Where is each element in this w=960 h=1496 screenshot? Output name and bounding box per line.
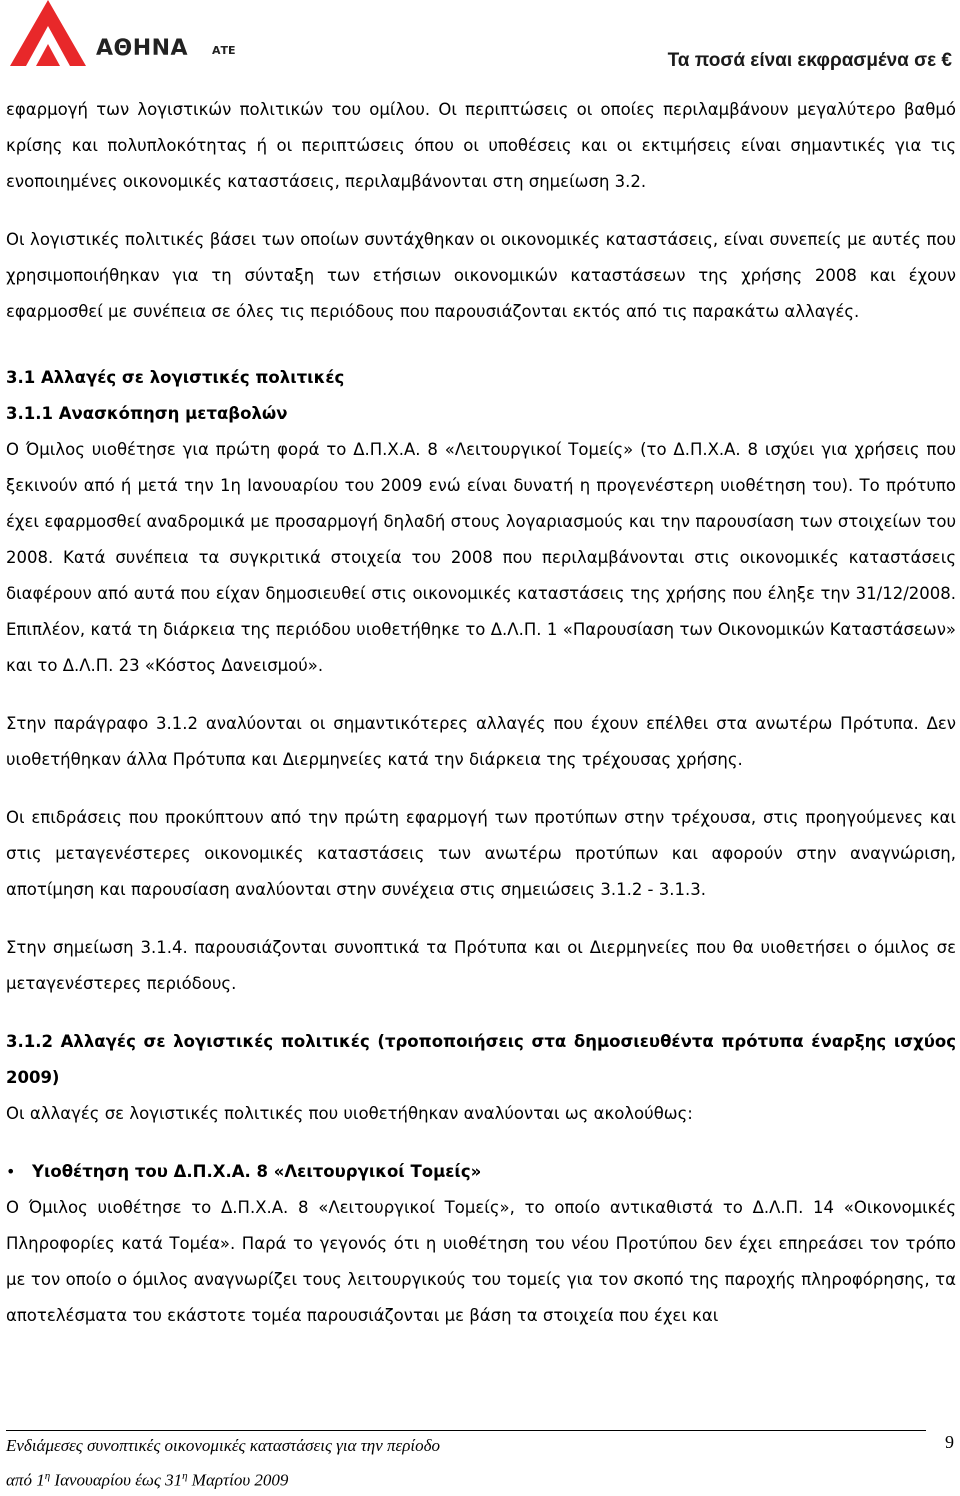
subsection-heading: 3.1.1 Ανασκόπηση μεταβολών (6, 404, 288, 423)
paragraph-intro: εφαρμογή των λογιστικών πολιτικών του ομίλου. Οι περιπτώσεις οι οποίες περιλαμβάνουν μεγαλύτερο βαθμό κρίσης και πολυπλοκότητας ή οι περιπτώσεις όπου οι υποθέσεις και οι εκτιμήσεις είναι σημαντικές για τις ενοποιημένες οικονομικές καταστάσεις, περιλαμβάνονται στη σημείωση 3.2. (6, 100, 956, 191)
paragraph-segments: Ο Όμιλος υιοθέτησε το Δ.Π.Χ.Α. 8 «Λειτουργικοί Τομείς», το οποίο αντικαθιστά το Δ.Λ.Π. 14 «Οικονομικές Πληροφορίες κατά Τομέα». Παρά το γεγονός ότι η υιοθέτηση του νέου Προτύπου δεν έχει επηρεάσει τον τρόπο με τον οποίο ο όμιλος αναγνωρίζει τους λειτουργικούς του τομείς για τον σκοπό της παροχής πληροφόρησης, τα αποτελέσματα του εκάστοτε τομέα παρουσιάζονται με βάση τα στοιχεία που έχει και (6, 1198, 956, 1325)
paragraph-policies: Οι λογιστικές πολιτικές βάσει των οποίων συντάχθηκαν οι οικονομικές καταστάσεις, είναι συνεπείς με αυτές που χρησιμοποιήθηκαν για τη σύνταξη των ετήσιων οικονομικών καταστάσεων της χρήσης 2008 και έχουν εφαρμοσθεί με συνέπεια σε όλες τις περιόδους που παρουσιάζονται εκτός από τις παρακάτω αλλαγές. (6, 230, 956, 321)
page-footer (6, 1430, 956, 1496)
bullet-text: Υιοθέτηση του Δ.Π.Χ.Α. 8 «Λειτουργικοί Τομείς» (32, 1162, 482, 1181)
logo-suffix: ΑΤΕ (212, 44, 236, 57)
page-number: 9 (945, 1432, 954, 1452)
footer-line-1: Ενδιάμεσες συνοπτικές οικονομικές καταστάσεις για την περίοδο (6, 1436, 441, 1455)
paragraph-note: Στην σημείωση 3.1.4. παρουσιάζονται συνοπτικά τα Πρότυπα και οι Διερμηνείες που θα υιοθετήσει ο όμιλος σε μεταγενέστερες περιόδους. (6, 938, 956, 993)
paragraph-ifrs8: Ο Όμιλος υιοθέτησε για πρώτη φορά το Δ.Π.Χ.Α. 8 «Λειτουργικοί Τομείς» (το Δ.Π.Χ.Α. 8 ισχύει για χρήσεις που ξεκινούν από ή μετά την 1η Ιανουαρίου του 2009 ενώ είναι δυνατή η προγενέστερη υιοθέτηση του). Το πρότυπο έχει εφαρμοσθεί αναδρομικά με προσαρμογή δηλαδή στους λογαριασμούς και την παρουσίαση των στοιχείων του 2008. Κατά συνέπεια τα συγκριτικά στοιχεία του 2008 που περιλαμβάνονται στις οικονομικές καταστάσεις διαφέρουν από αυτά που είχαν δημοσιευθεί στις οικονομικές καταστάσεις της χρήσης που έληξε την 31/12/2008. Επιπλέον, κατά τη διάρκεια της περιόδου υιοθετήθηκε το Δ.Λ.Π. 1 «Παρουσίαση των Οικονομικών Καταστάσεων» και το Δ.Λ.Π. 23 «Κόστος Δανεισμού». (6, 440, 956, 675)
paragraph-changes: Στην παράγραφο 3.1.2 αναλύονται οι σημαντικότερες αλλαγές που έχουν επέλθει στα ανωτέρω Πρότυπα. Δεν υιοθετήθηκαν άλλα Πρότυπα και Διερμηνείες κατά την διάρκεια της τρέχουσας χρήσης. (6, 714, 956, 769)
paragraph-list-intro: Οι αλλαγές σε λογιστικές πολιτικές που υιοθετήθηκαν αναλύονται ως ακολούθως: (6, 1104, 693, 1123)
document-body (6, 92, 956, 1334)
footer-line-2: από $1^\eta$ Ιανουαρίου έως $31^\eta$ Μαρτίου 2009 (6, 1470, 289, 1490)
subsection-heading-2: 3.1.2 Αλλαγές σε λογιστικές πολιτικές (τροποποιήσεις στα δημοσιευθέντα πρότυπα έναρξης ισχύος 2009) (6, 1032, 956, 1087)
paragraph-effects: Οι επιδράσεις που προκύπτουν από την πρώτη εφαρμογή των προτύπων στην τρέχουσα, στις προηγούμενες και στις μεταγενέστερες οικονομικές καταστάσεις των ανωτέρω προτύπων και αφορούν στην αναγνώριση, αποτίμηση και παρουσίαση αναλύονται στην συνέχεια στις σημειώσεις 3.1.2 - 3.1.3. (6, 808, 956, 899)
bullet-item (6, 1154, 956, 1190)
section-heading: 3.1 Αλλαγές σε λογιστικές πολιτικές (6, 368, 345, 387)
company-logo (10, 0, 260, 70)
currency-note: Τα ποσά είναι εκφρασμένα σε € (667, 50, 952, 71)
page-header (0, 0, 960, 80)
logo-text: ΑΘΗΝΑ (96, 36, 189, 61)
bullet-icon: • (6, 1162, 16, 1181)
